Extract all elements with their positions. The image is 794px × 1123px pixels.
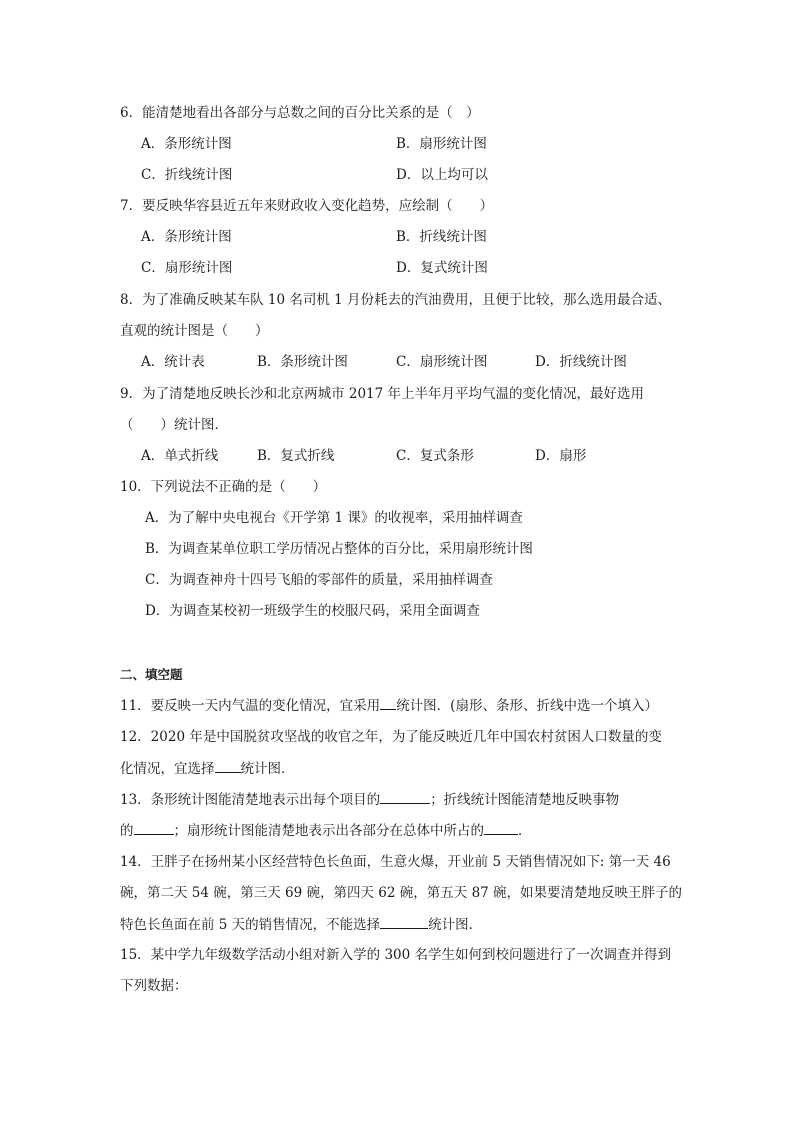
fill-question-11 — [120, 695, 658, 716]
fill-question-13-text-a: 13．条形统计图能清楚地表示出每个项目的 — [120, 792, 381, 808]
question-6-stem: 6．能清楚地看出各部分与总数之间的百分比关系的是（ ） — [120, 105, 480, 121]
fill-question-12-line-2 — [120, 758, 295, 779]
fill-question-14-line-3 — [120, 914, 482, 935]
question-8-option-a: A．统计表 — [141, 354, 205, 370]
question-6-option-c: C．折线统计图 — [141, 167, 233, 183]
question-9-stem-line-1: 9．为了清楚地反映长沙和北京两城市 2017 年上半年月平均气温的变化情况，最好选用 — [120, 386, 645, 402]
question-10-option-a: A．为了解中央电视台《开学第 1 课》的收视率，采用抽样调查 — [145, 510, 523, 526]
answer-blank[interactable] — [380, 789, 430, 804]
question-10-option-b: B．为调查某单位职工学历情况占整体的百分比，采用扇形统计图 — [145, 541, 533, 557]
fill-question-11-text-b: 统计图．(扇形、条形、折线中选一个填入） — [396, 698, 658, 714]
question-8-stem-line-1: 8．为了准确反映某车队 10 名司机 1 月份耗去的汽油费用，且便于比较，那么选用最合适、 — [120, 292, 672, 308]
question-6-option-a: A．条形统计图 — [141, 136, 232, 152]
answer-blank[interactable] — [380, 695, 396, 710]
fill-question-13-line-1 — [120, 789, 619, 810]
question-7-option-d: D．复式统计图 — [396, 260, 488, 276]
answer-blank[interactable] — [134, 820, 174, 835]
answer-blank[interactable] — [380, 914, 428, 929]
fill-question-14-line-2: 碗，第二天 54 碗，第三天 69 碗，第四天 62 碗，第五天 87 碗，如果要清楚地反映王胖子的 — [120, 885, 683, 901]
fill-question-15-line-1: 15．某中学九年级数学活动小组对新入学的 300 名学生如何到校问题进行了一次调查并得到 — [120, 947, 672, 963]
fill-question-14-text-a: 特色长鱼面在前 5 天的销售情况，不能选择 — [120, 917, 381, 933]
answer-blank[interactable] — [215, 758, 241, 773]
fill-question-14-text-b: 统计图． — [428, 917, 483, 933]
fill-question-14-line-1: 14．王胖子在扬州某小区经营特色长鱼面，生意火爆，开业前 5 天销售情况如下: 第一天 46 — [120, 854, 671, 870]
fill-question-13-text-b: ；折线统计图能清楚地反映事物 — [430, 792, 620, 808]
fill-question-13-text-c: 的 — [120, 823, 134, 839]
question-9-stem-line-2: （ ）统计图． — [120, 417, 228, 433]
question-9-option-d: D．扇形 — [535, 448, 587, 464]
question-6-option-b: B．扇形统计图 — [396, 136, 487, 152]
fill-question-12-text-b: 统计图． — [240, 761, 295, 777]
fill-question-12-line-1: 12．2020 年是中国脱贫攻坚战的收官之年，为了能反映近几年中国农村贫困人口数量的变 — [120, 729, 662, 745]
fill-question-13-text-d: ；扇形统计图能清楚地表示出各部分在总体中所占的 — [173, 823, 484, 839]
question-7-option-c: C．扇形统计图 — [141, 260, 233, 276]
question-7-stem: 7．要反映华容县近五年来财政收入变化趋势，应绘制（ ） — [120, 198, 494, 214]
question-9-option-b: B．复式折线 — [257, 448, 335, 464]
question-9-option-a: A．单式折线 — [141, 448, 219, 464]
question-7-option-a: A．条形统计图 — [141, 229, 232, 245]
question-10-option-d: D．为调查某校初一班级学生的校服尺码，采用全面调查 — [145, 603, 480, 619]
fill-question-13-line-2 — [120, 820, 532, 841]
question-8-option-d: D．折线统计图 — [535, 354, 627, 370]
question-6-option-d: D．以上均可以 — [396, 167, 488, 183]
fill-question-11-text-a: 11．要反映一天内气温的变化情况，宜采用 — [120, 698, 381, 714]
fill-question-12-text-a: 化情况，宜选择 — [120, 761, 215, 777]
question-9-option-c: C．复式条形 — [396, 448, 474, 464]
question-10-stem: 10．下列说法不正确的是（ ） — [120, 479, 327, 495]
question-10-option-c: C．为调查神舟十四号飞船的零部件的质量，采用抽样调查 — [145, 572, 493, 588]
fill-question-13-text-e: ． — [518, 823, 532, 839]
question-7-option-b: B．折线统计图 — [396, 229, 487, 245]
question-8-option-b: B．条形统计图 — [257, 354, 348, 370]
section-heading-fill-in: 二、填空题 — [120, 667, 183, 682]
question-8-option-c: C．扇形统计图 — [396, 354, 488, 370]
fill-question-15-line-2: 下列数据： — [120, 978, 188, 994]
answer-blank[interactable] — [484, 820, 518, 835]
question-8-stem-line-2: 直观的统计图是（ ） — [120, 323, 269, 339]
